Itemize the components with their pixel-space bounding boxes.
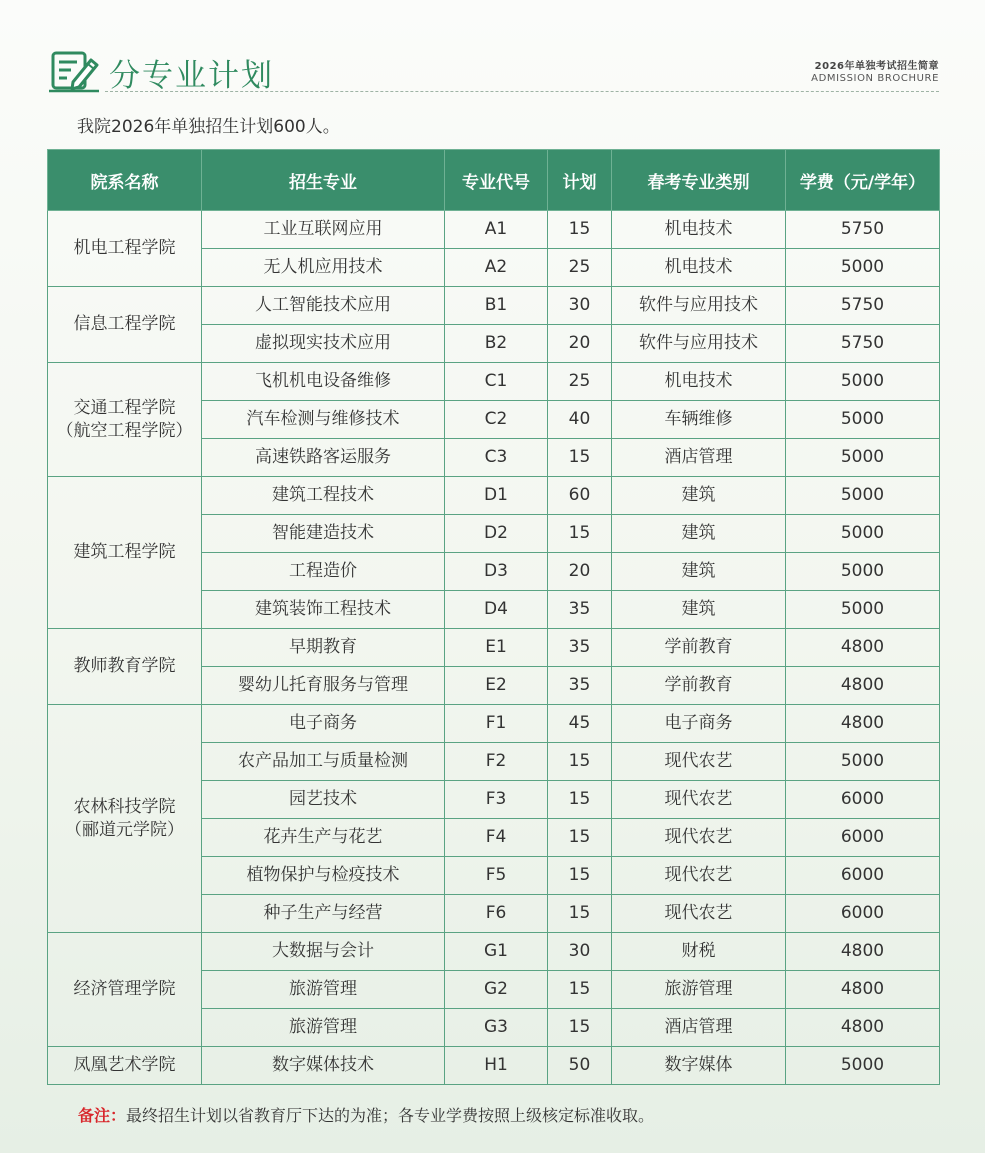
code-cell: E1 xyxy=(445,629,548,667)
code-cell: A1 xyxy=(445,211,548,249)
plan-cell: 20 xyxy=(548,553,612,591)
fee-cell: 4800 xyxy=(786,971,940,1009)
college-name: 经济管理学院 xyxy=(73,979,176,1000)
fee-cell: 5750 xyxy=(786,325,940,363)
college-alias: （航空工程学院） xyxy=(56,420,193,441)
plan-cell: 15 xyxy=(548,971,612,1009)
fee-cell: 5000 xyxy=(786,1047,940,1085)
major-cell: 植物保护与检疫技术 xyxy=(202,857,445,895)
plan-cell: 25 xyxy=(548,249,612,287)
plan-cell: 35 xyxy=(548,591,612,629)
brochure-title-cn: 2026年单独考试招生简章 xyxy=(814,61,939,72)
code-cell: C2 xyxy=(445,401,548,439)
code-cell: H1 xyxy=(445,1047,548,1085)
plan-cell: 30 xyxy=(548,933,612,971)
major-cell: 早期教育 xyxy=(202,629,445,667)
plan-cell: 15 xyxy=(548,819,612,857)
college-cell xyxy=(48,287,202,363)
fee-cell: 4800 xyxy=(786,933,940,971)
plan-cell: 15 xyxy=(548,515,612,553)
notes-edit-icon xyxy=(47,48,103,94)
major-cell: 虚拟现实技术应用 xyxy=(202,325,445,363)
fee-cell: 5750 xyxy=(786,211,940,249)
college-cell xyxy=(48,477,202,629)
table-row xyxy=(48,705,940,743)
footnote-text: 最终招生计划以省教育厅下达的为准；各专业学费按照上级核定标准收取。 xyxy=(126,1106,655,1125)
code-cell: A2 xyxy=(445,249,548,287)
plan-cell: 15 xyxy=(548,211,612,249)
code-cell: D1 xyxy=(445,477,548,515)
category-cell: 酒店管理 xyxy=(612,1009,786,1047)
college-name: 凤凰艺术学院 xyxy=(73,1055,176,1076)
header-category: 春考专业类别 xyxy=(612,150,786,211)
category-cell: 现代农艺 xyxy=(612,819,786,857)
category-cell: 旅游管理 xyxy=(612,971,786,1009)
category-cell: 数字媒体 xyxy=(612,1047,786,1085)
category-cell: 建筑 xyxy=(612,515,786,553)
college-cell xyxy=(48,933,202,1047)
category-cell: 电子商务 xyxy=(612,705,786,743)
college-name: 交通工程学院 xyxy=(73,398,176,419)
category-cell: 建筑 xyxy=(612,477,786,515)
major-cell: 数字媒体技术 xyxy=(202,1047,445,1085)
major-cell: 花卉生产与花艺 xyxy=(202,819,445,857)
category-cell: 机电技术 xyxy=(612,211,786,249)
header-college: 院系名称 xyxy=(48,150,202,211)
plan-cell: 15 xyxy=(548,781,612,819)
category-cell: 建筑 xyxy=(612,591,786,629)
code-cell: D2 xyxy=(445,515,548,553)
major-cell: 工程造价 xyxy=(202,553,445,591)
code-cell: C1 xyxy=(445,363,548,401)
header-major: 招生专业 xyxy=(202,150,445,211)
category-cell: 软件与应用技术 xyxy=(612,287,786,325)
plan-cell: 50 xyxy=(548,1047,612,1085)
plan-cell: 15 xyxy=(548,439,612,477)
fee-cell: 5000 xyxy=(786,515,940,553)
category-cell: 现代农艺 xyxy=(612,743,786,781)
college-name: 教师教育学院 xyxy=(73,656,176,677)
college-cell xyxy=(48,211,202,287)
intro-text: 我院2026年单独招生计划600人。 xyxy=(77,117,340,137)
college-cell xyxy=(48,1047,202,1085)
plan-cell: 30 xyxy=(548,287,612,325)
college-cell xyxy=(48,629,202,705)
table-row xyxy=(48,477,940,515)
table-row xyxy=(48,629,940,667)
brochure-label xyxy=(811,61,939,84)
header-fee: 学费（元/学年） xyxy=(786,150,940,211)
header-code: 专业代号 xyxy=(445,150,548,211)
header-divider xyxy=(105,91,939,92)
plan-cell: 15 xyxy=(548,743,612,781)
major-cell: 电子商务 xyxy=(202,705,445,743)
fee-cell: 5000 xyxy=(786,553,940,591)
table-row xyxy=(48,287,940,325)
code-cell: F1 xyxy=(445,705,548,743)
fee-cell: 4800 xyxy=(786,667,940,705)
code-cell: G2 xyxy=(445,971,548,1009)
plan-cell: 45 xyxy=(548,705,612,743)
footnote xyxy=(78,1103,654,1126)
fee-cell: 5750 xyxy=(786,287,940,325)
major-cell: 飞机机电设备维修 xyxy=(202,363,445,401)
table-header xyxy=(48,150,940,211)
fee-cell: 5000 xyxy=(786,743,940,781)
plan-cell: 40 xyxy=(548,401,612,439)
major-cell: 农产品加工与质量检测 xyxy=(202,743,445,781)
college-name: 农林科技学院 xyxy=(73,797,176,818)
category-cell: 现代农艺 xyxy=(612,895,786,933)
category-cell: 学前教育 xyxy=(612,629,786,667)
fee-cell: 4800 xyxy=(786,1009,940,1047)
plan-cell: 25 xyxy=(548,363,612,401)
major-cell: 大数据与会计 xyxy=(202,933,445,971)
fee-cell: 5000 xyxy=(786,363,940,401)
major-cell: 种子生产与经营 xyxy=(202,895,445,933)
table-row xyxy=(48,933,940,971)
code-cell: G1 xyxy=(445,933,548,971)
code-cell: F3 xyxy=(445,781,548,819)
plan-cell: 15 xyxy=(548,857,612,895)
category-cell: 建筑 xyxy=(612,553,786,591)
college-cell xyxy=(48,705,202,933)
table-row xyxy=(48,1047,940,1085)
fee-cell: 5000 xyxy=(786,477,940,515)
footnote-label: 备注： xyxy=(78,1106,127,1125)
category-cell: 学前教育 xyxy=(612,667,786,705)
code-cell: D4 xyxy=(445,591,548,629)
plan-cell: 15 xyxy=(548,895,612,933)
fee-cell: 6000 xyxy=(786,819,940,857)
major-cell: 园艺技术 xyxy=(202,781,445,819)
plan-cell: 60 xyxy=(548,477,612,515)
brochure-title-en: ADMISSION BROCHURE xyxy=(811,72,939,84)
plan-cell: 15 xyxy=(548,1009,612,1047)
college-name: 信息工程学院 xyxy=(73,314,176,335)
plan-cell: 20 xyxy=(548,325,612,363)
category-cell: 现代农艺 xyxy=(612,781,786,819)
major-cell: 人工智能技术应用 xyxy=(202,287,445,325)
plan-cell: 35 xyxy=(548,667,612,705)
table-row xyxy=(48,363,940,401)
page-header xyxy=(47,44,939,96)
table-row xyxy=(48,211,940,249)
category-cell: 车辆维修 xyxy=(612,401,786,439)
code-cell: F6 xyxy=(445,895,548,933)
major-cell: 旅游管理 xyxy=(202,971,445,1009)
code-cell: G3 xyxy=(445,1009,548,1047)
fee-cell: 5000 xyxy=(786,249,940,287)
fee-cell: 4800 xyxy=(786,629,940,667)
major-cell: 智能建造技术 xyxy=(202,515,445,553)
fee-cell: 5000 xyxy=(786,439,940,477)
category-cell: 机电技术 xyxy=(612,363,786,401)
major-cell: 高速铁路客运服务 xyxy=(202,439,445,477)
plan-cell: 35 xyxy=(548,629,612,667)
major-cell: 汽车检测与维修技术 xyxy=(202,401,445,439)
fee-cell: 5000 xyxy=(786,591,940,629)
major-cell: 婴幼儿托育服务与管理 xyxy=(202,667,445,705)
major-cell: 无人机应用技术 xyxy=(202,249,445,287)
category-cell: 酒店管理 xyxy=(612,439,786,477)
code-cell: F5 xyxy=(445,857,548,895)
table-header-row xyxy=(48,150,940,211)
college-alias: （郦道元学院） xyxy=(65,819,184,840)
fee-cell: 6000 xyxy=(786,857,940,895)
college-name: 建筑工程学院 xyxy=(73,542,176,563)
major-cell: 建筑装饰工程技术 xyxy=(202,591,445,629)
major-cell: 旅游管理 xyxy=(202,1009,445,1047)
header-plan: 计划 xyxy=(548,150,612,211)
code-cell: B1 xyxy=(445,287,548,325)
fee-cell: 4800 xyxy=(786,705,940,743)
category-cell: 财税 xyxy=(612,933,786,971)
code-cell: E2 xyxy=(445,667,548,705)
code-cell: B2 xyxy=(445,325,548,363)
code-cell: C3 xyxy=(445,439,548,477)
major-cell: 工业互联网应用 xyxy=(202,211,445,249)
category-cell: 机电技术 xyxy=(612,249,786,287)
fee-cell: 6000 xyxy=(786,895,940,933)
code-cell: F4 xyxy=(445,819,548,857)
table-body xyxy=(48,211,940,1085)
page-title: 分专业计划 xyxy=(109,58,274,94)
code-cell: D3 xyxy=(445,553,548,591)
code-cell: F2 xyxy=(445,743,548,781)
major-cell: 建筑工程技术 xyxy=(202,477,445,515)
college-name: 机电工程学院 xyxy=(73,238,176,259)
category-cell: 软件与应用技术 xyxy=(612,325,786,363)
category-cell: 现代农艺 xyxy=(612,857,786,895)
fee-cell: 5000 xyxy=(786,401,940,439)
admission-plan-table xyxy=(47,149,940,1085)
fee-cell: 6000 xyxy=(786,781,940,819)
college-cell xyxy=(48,363,202,477)
